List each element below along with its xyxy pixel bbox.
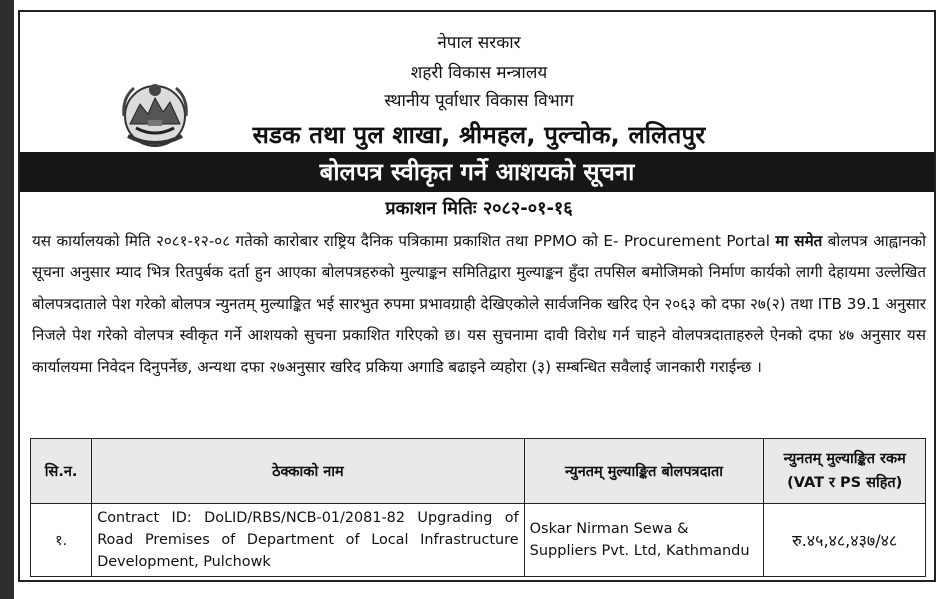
header-contract-name: ठेक्काको नाम [92,439,524,504]
department-name: स्थानीय पूर्वाधार विकास विभाग [384,91,574,111]
header-sn: सि.न. [31,439,92,504]
row-sn: १. [31,504,92,577]
publication-date: प्रकाशन मितिः २०८२-०१-१६ [385,198,573,219]
notice-text-bold: मा समेत [775,232,823,250]
header-amount [764,439,926,504]
notice-title: बोलपत्र स्वीकृत गर्ने आशयको सूचना [319,158,635,186]
notice-body [32,226,926,383]
govt-name: नेपाल सरकार [437,33,521,53]
row-contract-name: Contract ID: DoLID/RBS/NCB-01/2081-82 Upgrading of Road Premises of Department of Local Infrastructure Development, Pulchowk [92,504,524,577]
tender-table [30,438,926,577]
ministry-name: शहरी विकास मन्त्रालय [410,63,548,83]
header-amount-line1: न्युनतम् मुल्याङ्कित रकम [783,451,906,467]
notice-text-rest: बोलपत्र आह्वानको सूचना अनुसार म्याद भित्र रितपुर्बक दर्ता हुन आएका बोलपत्रहरुको मुल्याङ्कन समितिद्वारा मुल्याङ्कन हुँदा तपसिल बमोजिमको निर्माण कार्यको लागी देहायमा उल्लेखित बोलपत्रदाताले पेश गरेको बोलपत्र न्युनतम् मुल्याङ्कित भई सारभुत रुपमा प्रभावग्राही देखिएकोले सार्वजनिक खरिद ऐन २०६३ को दफा २७(२) तथा ITB 39.1 अनुसार निजले पेश गरेको वोलपत्र स्वीकृत गर्ने आशयको सुचना प्रकाशित गरिएको छ। यस सुचनामा दावी विरोध गर्न चाहने वोलपत्रदाताहरुले ऐनको दफा ४७ अनुसार यस कार्यालयमा निवेदन दिनुपर्नेछ, अन्यथा दफा २७अनुसार खरिद प्रकिया अगाडि बढाइने व्यहोरा (३) सम्बन्धित सवैलाई जानकारी गराईन्छ । [32,232,927,376]
notice-title-banner [20,152,934,192]
notice-paragraph [32,226,926,383]
office-name: सडक तथा पुल शाखा, श्रीमहल, पुल्चोक, ललितपुर [252,121,706,149]
left-edge-bar [0,0,14,599]
header-bidder: न्युनतम् मुल्याङ्कित बोलपत्रदाता [524,439,764,504]
header-amount-line2: (VAT र PS सहित) [787,475,903,491]
table-row [31,504,926,577]
notice-frame [18,10,936,582]
row-bidder: Oskar Nirman Sewa & Suppliers Pvt. Ltd, Kathmandu [524,504,764,577]
row-amount: रु.४५,४८,४३७/४८ [764,504,926,577]
table-header-row [31,439,926,504]
notice-text-start: यस कार्यालयको मिति २०८१-१२-०८ गतेको कारोबार राष्ट्रिय दैनिक पत्रिकामा प्रकाशित तथा PPMO को E- Procurement Portal [32,232,776,250]
